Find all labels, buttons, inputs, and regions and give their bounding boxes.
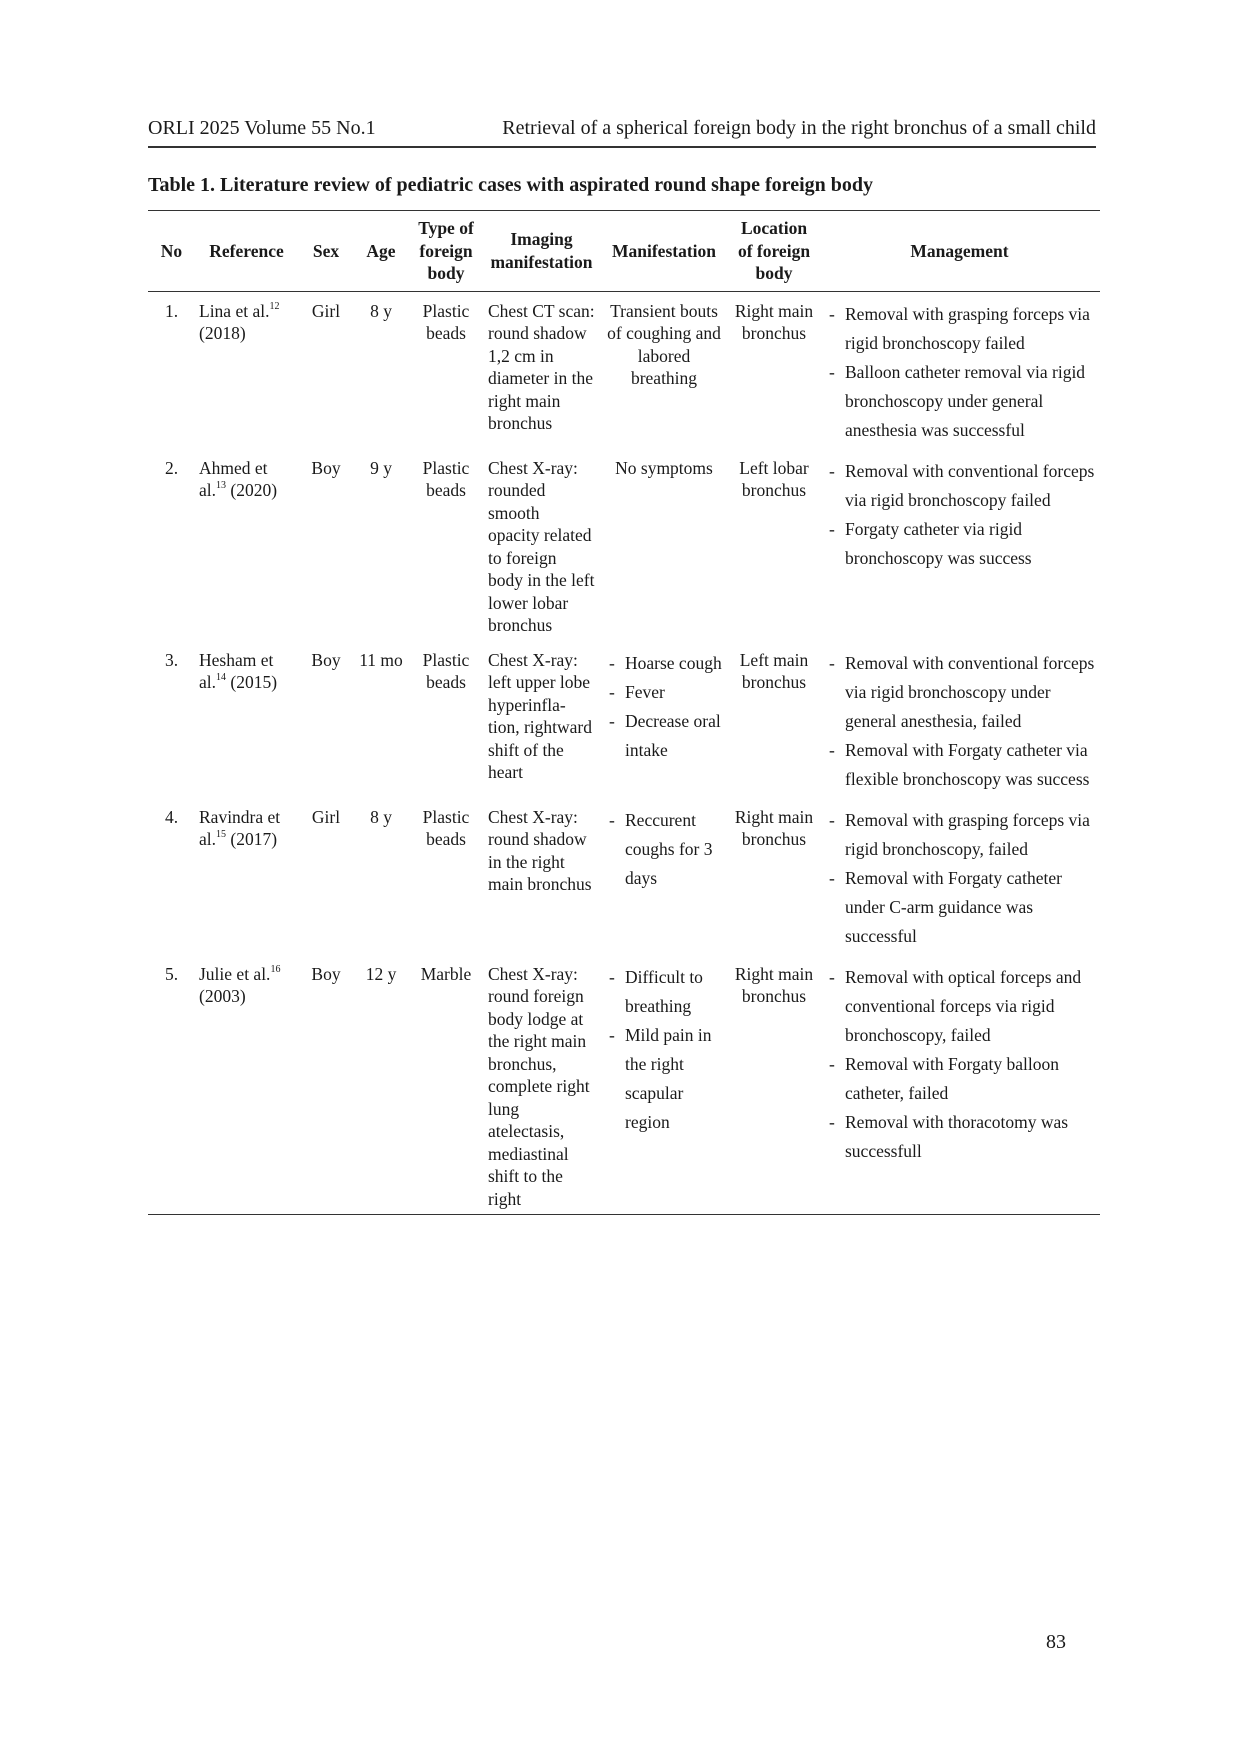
cell-reference — [195, 291, 298, 449]
reference-author: Hesham et al. — [199, 649, 274, 692]
management-item: - Removal with grasping forceps via rigid bronchoscopy failed — [823, 300, 1096, 358]
cell-reference — [195, 955, 298, 1215]
cell-manifestation: No symptoms — [615, 457, 713, 478]
cell-management — [819, 449, 1100, 641]
management-list — [823, 300, 1096, 445]
cell-manifestation — [599, 955, 729, 1215]
running-title: Retrieval of a spherical foreign body in the right bronchus of a small child — [502, 117, 1096, 139]
cell-foreign-body-type: Plastic beads — [422, 300, 470, 343]
reference-year: (2015) — [230, 672, 278, 692]
reference-year: (2020) — [230, 480, 278, 500]
management-item: - Removal with Forgaty balloon catheter, failed — [823, 1050, 1096, 1108]
cell-sex: Boy — [311, 649, 341, 670]
management-list — [823, 806, 1096, 951]
management-item: - Removal with conventional forceps via rigid bronchoscopy failed — [823, 457, 1096, 515]
cell-location: Right main bronchus — [734, 806, 814, 849]
cell-imaging: Chest X-ray: round shadow in the right main bronchus — [488, 806, 592, 894]
manifestation-item: - Mild pain in the right scapular region — [603, 1021, 725, 1137]
management-item: - Removal with grasping forceps via rigid bronchoscopy, failed — [823, 806, 1096, 864]
cell-foreign-body-type: Marble — [420, 963, 472, 984]
table-caption: Table 1. Literature review of pediatric cases with aspirated round shape foreign body — [148, 174, 873, 196]
cell-no: 4. — [164, 806, 179, 827]
column-header-age: Age — [366, 240, 396, 261]
table-body — [148, 291, 1100, 1215]
cell-no: 5. — [164, 963, 179, 984]
manifestation-item: - Decrease oral intake — [603, 707, 725, 765]
cell-location: Left main bronchus — [739, 649, 809, 692]
cell-reference — [195, 449, 298, 641]
reference-citation-number: 15 — [216, 829, 227, 841]
cell-sex: Girl — [311, 300, 341, 321]
cell-no: 2. — [164, 457, 179, 478]
cell-management — [819, 641, 1100, 798]
cell-imaging: Chest X-ray: round foreign body lodge at the right main bronchus, complete right lung atelectasis, mediastinal shift to the right — [488, 963, 590, 1209]
cell-age: 9 y — [370, 457, 392, 478]
reference-citation-number: 14 — [216, 672, 227, 684]
cell-reference — [195, 798, 298, 955]
manifestation-list — [603, 806, 725, 893]
cell-imaging: Chest X-ray: rounded smooth opacity related to foreign body in the left lower lobar bronchus — [488, 457, 595, 635]
reference-year: (2003) — [199, 986, 246, 1006]
cell-management — [819, 291, 1100, 449]
cell-foreign-body-type: Plastic beads — [422, 457, 470, 500]
cell-manifestation — [599, 641, 729, 798]
page-number: 83 — [1046, 1631, 1066, 1653]
table-row — [148, 798, 1100, 955]
manifestation-item: - Hoarse cough — [603, 649, 725, 678]
column-header-management: Management — [910, 240, 1009, 261]
reference-author: Lina et al. — [199, 300, 270, 321]
cell-management — [819, 798, 1100, 955]
reference-year: (2017) — [230, 829, 278, 849]
cell-age: 11 mo — [359, 649, 403, 670]
management-item: - Balloon catheter removal via rigid bronchoscopy under general anesthesia was successful — [823, 358, 1096, 445]
cell-location: Left lobar bronchus — [739, 457, 809, 500]
literature-review-table — [148, 210, 1100, 1215]
table-row — [148, 641, 1100, 798]
column-header-location: Location of foreign body — [737, 218, 811, 283]
reference-year: (2018) — [199, 323, 246, 343]
management-item: - Removal with Forgaty catheter under C-arm guidance was successful — [823, 864, 1096, 951]
management-item: - Removal with Forgaty catheter via flexible bronchoscopy was success — [823, 736, 1096, 794]
cell-foreign-body-type: Plastic beads — [422, 806, 470, 849]
cell-no: 3. — [164, 649, 179, 670]
running-header — [148, 116, 1096, 148]
management-item: - Removal with conventional forceps via rigid bronchoscopy under general anesthesia, failed — [823, 649, 1096, 736]
manifestation-list — [603, 963, 725, 1137]
cell-reference — [195, 641, 298, 798]
cell-manifestation — [599, 798, 729, 955]
manifestation-item: - Difficult to breathing — [603, 963, 725, 1021]
reference-author: Ahmed et al. — [199, 457, 268, 500]
reference-author: Ravindra et al. — [199, 806, 281, 849]
management-item: - Removal with optical forceps and conventional forceps via rigid bronchoscopy, failed — [823, 963, 1096, 1050]
cell-age: 8 y — [370, 300, 392, 321]
reference-citation-number: 16 — [270, 963, 281, 975]
table-header-row — [148, 211, 1100, 292]
cell-manifestation: Transient bouts of coughing and labored breathing — [607, 300, 721, 388]
cell-sex: Girl — [311, 806, 341, 827]
journal-info: ORLI 2025 Volume 55 No.1 — [148, 117, 376, 139]
cell-foreign-body-type: Plastic beads — [422, 649, 470, 692]
management-list — [823, 649, 1096, 794]
management-item: - Forgaty catheter via rigid bronchoscopy was success — [823, 515, 1096, 573]
cell-age: 8 y — [370, 806, 392, 827]
cell-sex: Boy — [311, 457, 341, 478]
cell-management — [819, 955, 1100, 1215]
cell-age: 12 y — [365, 963, 397, 984]
management-item: - Removal with thoracotomy was successfull — [823, 1108, 1096, 1166]
table-row — [148, 449, 1100, 641]
column-header-imaging: Imaging manifestation — [490, 229, 593, 272]
table-row — [148, 291, 1100, 449]
reference-citation-number: 13 — [216, 480, 227, 492]
management-list — [823, 963, 1096, 1166]
column-header-type: Type of foreign body — [418, 218, 474, 283]
table-row — [148, 955, 1100, 1215]
reference-author: Julie et al. — [199, 963, 271, 984]
cell-imaging: Chest X-ray: left upper lobe hyperinfla-tion, rightward shift of the heart — [488, 649, 593, 782]
cell-location: Right main bronchus — [734, 300, 814, 343]
column-header-sex: Sex — [312, 240, 340, 261]
manifestation-item: - Reccurent coughs for 3 days — [603, 806, 725, 893]
column-header-reference: Reference — [209, 240, 284, 261]
reference-citation-number: 12 — [269, 300, 280, 312]
cell-imaging: Chest CT scan: round shadow 1,2 cm in diameter in the right main bronchus — [488, 300, 595, 433]
manifestation-item: - Fever — [603, 678, 725, 707]
cell-no: 1. — [164, 300, 179, 321]
cell-sex: Boy — [311, 963, 341, 984]
column-header-no: No — [160, 240, 183, 261]
manifestation-list — [603, 649, 725, 765]
management-list — [823, 457, 1096, 573]
column-header-manifestation: Manifestation — [611, 240, 717, 261]
cell-location: Right main bronchus — [734, 963, 814, 1006]
